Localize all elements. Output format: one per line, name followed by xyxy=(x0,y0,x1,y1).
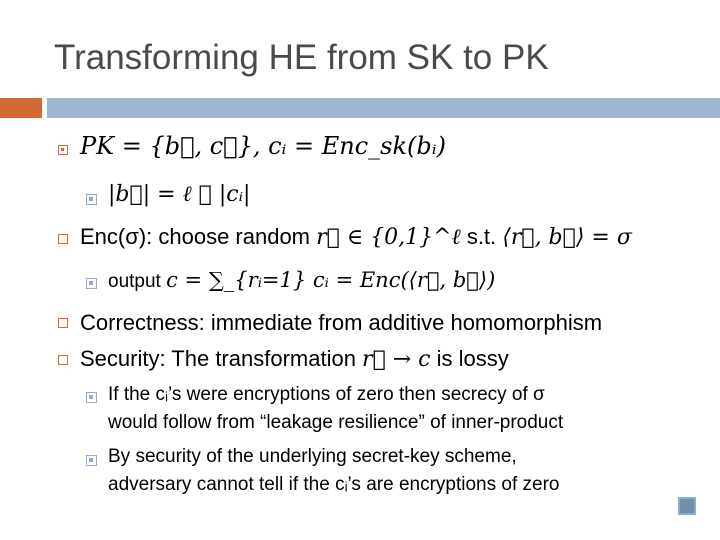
bullet-icon xyxy=(58,318,68,328)
sub-bullet-icon xyxy=(86,278,97,289)
sub-bullet-icon xyxy=(86,392,97,403)
bullet-icon xyxy=(58,355,68,365)
bullet-icon xyxy=(58,234,68,244)
enc-prefix: Enc(σ): choose random xyxy=(80,224,317,249)
sub-bullet-output xyxy=(108,268,495,293)
sub-bullet-icon xyxy=(86,194,97,205)
bullet-icon xyxy=(58,145,68,155)
enc-random-vector: r⃗ ∈ {0,1}^ℓ xyxy=(316,225,461,250)
security-map: r⃗ → c xyxy=(362,347,431,372)
bullet-pk xyxy=(80,132,446,160)
pk-definition: PK = {b⃗, c⃗}, cᵢ = Enc_sk(bᵢ) xyxy=(80,132,446,160)
enc-such-that: s.t. xyxy=(460,224,503,249)
sub-bullet-length xyxy=(108,181,250,207)
security-suffix: is lossy xyxy=(430,346,509,371)
bullet-security xyxy=(80,346,509,372)
sub-bullet-zero-line1: If the cᵢ’s were encryptions of zero then secrecy of σ xyxy=(108,384,545,405)
title-rule xyxy=(47,98,720,118)
bullet-enc xyxy=(80,224,632,250)
title-rule-accent xyxy=(0,98,42,118)
sub-bullet-zero-line2: would follow from “leakage resilience” of inner-product xyxy=(108,412,564,433)
output-formula: c = ∑_{rᵢ=1} cᵢ = Enc(⟨r⃗, b⃗⟩) xyxy=(166,268,496,292)
sub-bullet-security-line2: adversary cannot tell if the cᵢ’s are encryptions of zero xyxy=(108,474,560,495)
sub-bullet-security-line1: By security of the underlying secret-key scheme, xyxy=(108,446,517,467)
output-prefix: output xyxy=(108,271,167,292)
length-relation: |b⃗| = ℓ ≫ |cᵢ| xyxy=(108,182,251,207)
slide-title: Transforming HE from SK to PK xyxy=(54,38,549,77)
enc-inner-product: ⟨r⃗, b⃗⟩ = σ xyxy=(502,225,632,250)
security-prefix: Security: The transformation xyxy=(80,346,363,371)
sub-bullet-icon xyxy=(86,455,97,466)
slide-corner-square-icon xyxy=(678,497,696,515)
bullet-correctness: Correctness: immediate from additive homomorphism xyxy=(80,310,603,335)
